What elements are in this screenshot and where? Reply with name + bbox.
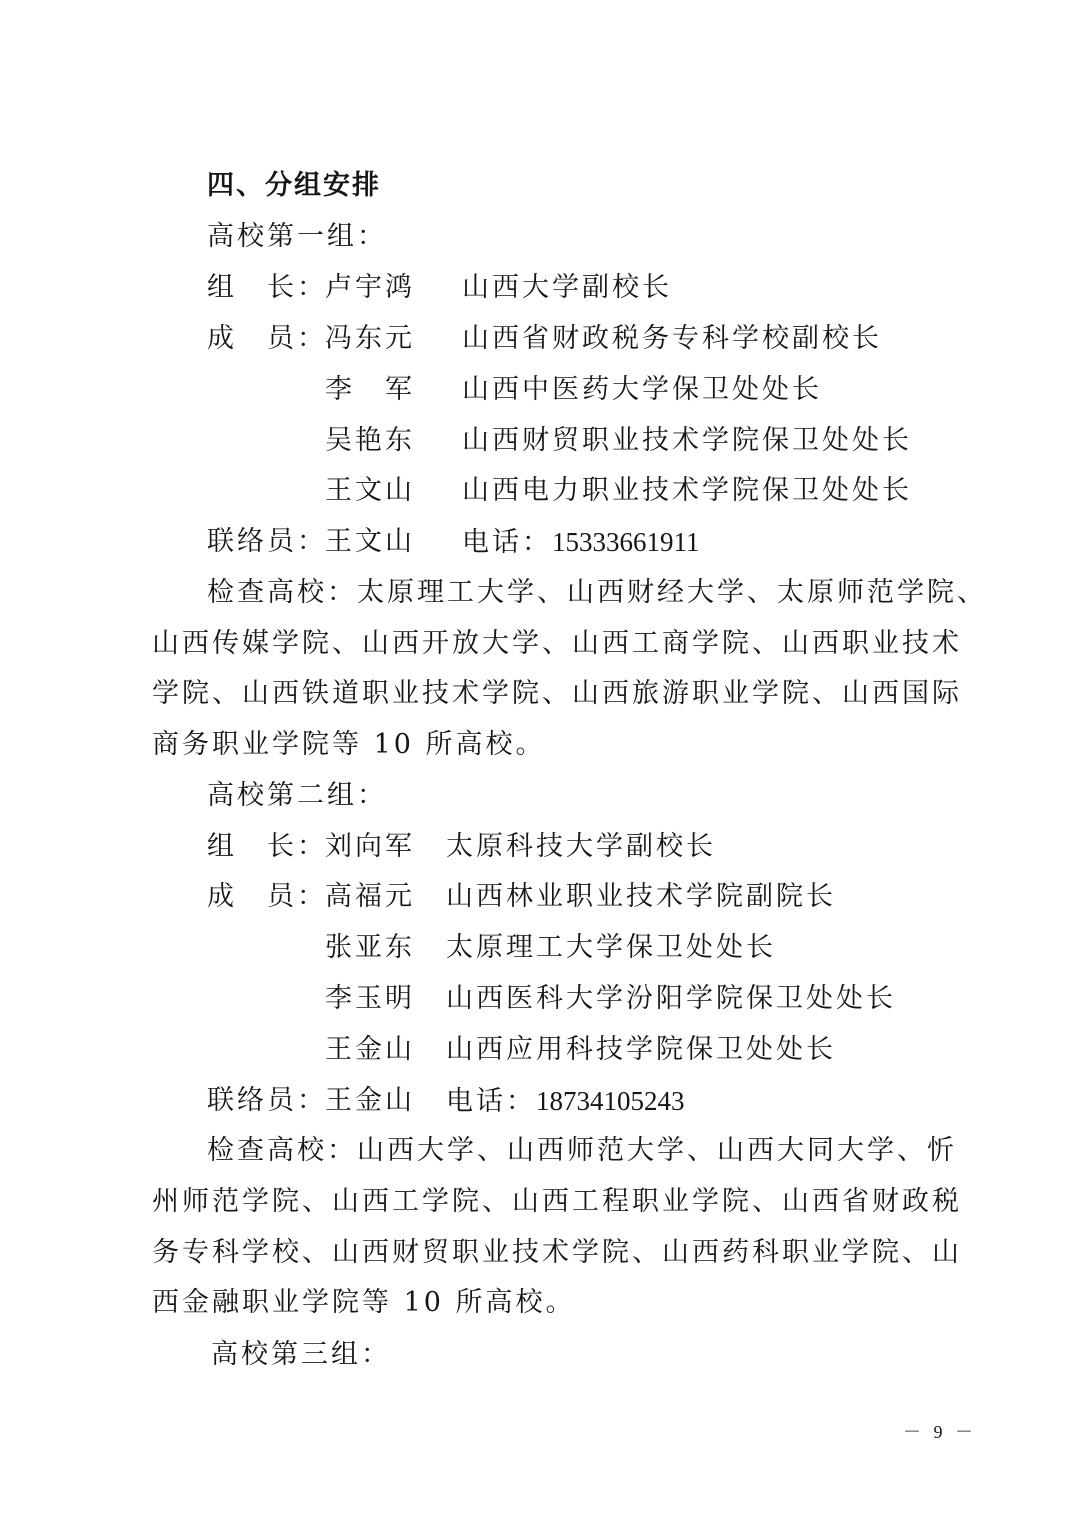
contact-label: 联络员： [207, 1085, 327, 1116]
member-title: 山西省财政税务专科学校副校长 [462, 323, 882, 354]
group3-title: 高校第三组： [211, 1339, 391, 1370]
leader-title: 太原科技大学副校长 [446, 831, 716, 862]
member-name: 王文山 [325, 475, 415, 506]
group1-check-line: 山西传媒学院、山西开放大学、山西工商学院、山西职业技术 [152, 628, 962, 659]
member-name: 高福元 [325, 881, 415, 912]
leader-name: 卢宇鸿 [325, 272, 415, 303]
group2-title: 高校第二组： [207, 780, 387, 811]
page-number: － 9 － [903, 1422, 977, 1442]
member-name: 张亚东 [325, 932, 415, 963]
phone-label: 电话： [446, 1086, 536, 1117]
leader-label: 组 长： [207, 831, 327, 862]
member-title: 山西林业职业技术学院副院长 [446, 881, 836, 912]
member-name: 李玉明 [325, 983, 415, 1014]
phone-number: 18734105243 [536, 1086, 685, 1116]
leader-label: 组 长： [207, 272, 327, 303]
member-title: 山西中医药大学保卫处处长 [462, 374, 822, 405]
member-title: 山西医科大学汾阳学院保卫处处长 [446, 983, 896, 1014]
group2-check-line: 州师范学院、山西工学院、山西工程职业学院、山西省财政税 [152, 1186, 962, 1217]
member-name: 吴艳东 [325, 425, 415, 456]
group1-title: 高校第一组： [207, 221, 387, 252]
member-title: 山西电力职业技术学院保卫处处长 [462, 475, 912, 506]
leader-title: 山西大学副校长 [462, 272, 672, 303]
phone-number: 15333661911 [552, 527, 700, 557]
group1-check-line: 检查高校：太原理工大学、山西财经大学、太原师范学院、 [207, 577, 987, 608]
member-label: 成 员： [207, 881, 327, 912]
member-name: 冯东元 [325, 323, 415, 354]
member-title: 山西财贸职业技术学院保卫处处长 [462, 425, 912, 456]
member-name: 李 军 [325, 374, 415, 405]
group2-check-line: 西金融职业学院等 10 所高校。 [152, 1287, 576, 1318]
group2-check-line: 检查高校：山西大学、山西师范大学、山西大同大学、忻 [207, 1135, 957, 1166]
group2-check-line: 务专科学校、山西财贸职业技术学院、山西药科职业学院、山 [152, 1237, 962, 1268]
phone-field [446, 1083, 685, 1120]
member-label: 成 员： [207, 323, 327, 354]
phone-field [462, 524, 700, 561]
contact-name: 王文山 [325, 526, 415, 557]
group1-check-line: 学院、山西铁道职业技术学院、山西旅游职业学院、山西国际 [152, 678, 962, 709]
contact-name: 王金山 [325, 1085, 415, 1116]
member-title: 太原理工大学保卫处处长 [446, 932, 776, 963]
phone-label: 电话： [462, 527, 552, 558]
group1-check-line: 商务职业学院等 10 所高校。 [152, 729, 546, 760]
contact-label: 联络员： [207, 526, 327, 557]
section-heading: 四、分组安排 [207, 170, 381, 201]
member-name: 王金山 [325, 1034, 415, 1065]
leader-name: 刘向军 [325, 831, 415, 862]
member-title: 山西应用科技学院保卫处处长 [446, 1034, 836, 1065]
